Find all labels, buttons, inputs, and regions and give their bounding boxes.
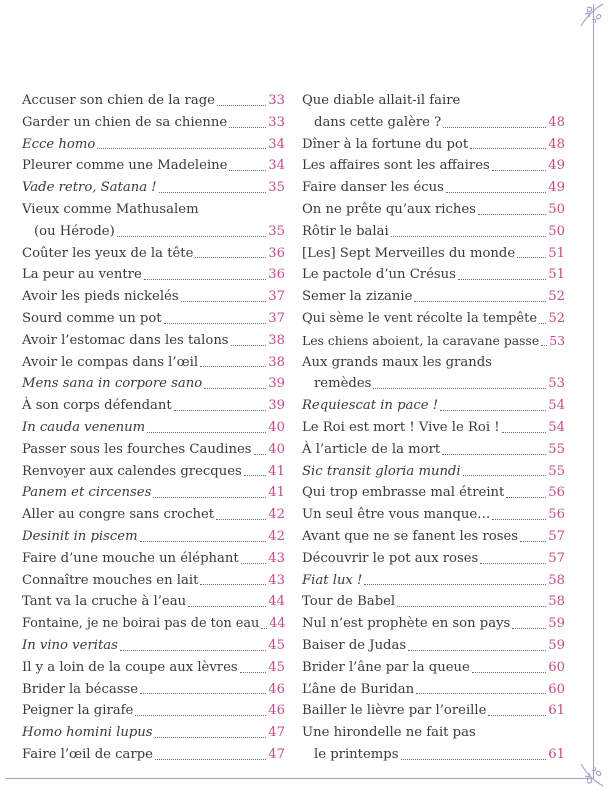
- toc-entry[interactable]: [302, 199, 565, 221]
- toc-entry-page: 46: [268, 703, 285, 719]
- dot-leader: [480, 563, 546, 564]
- dot-leader: [539, 323, 546, 324]
- toc-entry[interactable]: [22, 439, 285, 461]
- dot-leader: [144, 279, 266, 280]
- toc-entry-title: Peigner la girafe: [22, 703, 134, 719]
- dot-leader: [97, 148, 266, 149]
- dot-leader: [140, 693, 266, 694]
- toc-entry-page: 54: [548, 419, 565, 435]
- toc-entry-page: 34: [268, 136, 285, 152]
- toc-entry-page: 52: [548, 310, 565, 326]
- corner-flourish-icon: [579, 2, 605, 28]
- toc-entry[interactable]: [302, 461, 565, 483]
- toc-entry-title-continuation: (ou Hérode): [34, 223, 115, 239]
- toc-entry-title: Connaître mouches en lait: [22, 572, 199, 588]
- dot-leader: [446, 192, 546, 193]
- dot-leader: [120, 650, 266, 651]
- toc-entry-page: 49: [548, 180, 565, 196]
- dot-leader: [217, 105, 266, 106]
- toc-entry[interactable]: [302, 286, 565, 308]
- toc-entry[interactable]: [22, 657, 285, 679]
- toc-entry-page: 42: [268, 528, 285, 544]
- toc-entry-page: 50: [548, 201, 565, 217]
- toc-entry-title: À son corps défendant: [22, 398, 172, 414]
- toc-entry-title: On ne prête qu’aux riches: [302, 201, 476, 217]
- dot-leader: [240, 672, 267, 673]
- dot-leader: [147, 432, 266, 433]
- toc-left-column: [22, 90, 285, 766]
- toc-entry[interactable]: [22, 570, 285, 592]
- toc-entry[interactable]: [22, 679, 285, 701]
- toc-entry[interactable]: [22, 722, 285, 744]
- dot-leader: [229, 127, 266, 128]
- dot-leader: [373, 388, 546, 389]
- toc-entry-page: 60: [548, 681, 565, 697]
- toc-entry[interactable]: [22, 243, 285, 265]
- toc-entry-page: 35: [268, 180, 285, 196]
- toc-entry-title: Homo homini lupus: [22, 725, 153, 741]
- toc-entry-title: Garder un chien de sa chienne: [22, 114, 228, 130]
- toc-entry[interactable]: [302, 439, 565, 461]
- toc-entry-title: Avoir l’estomac dans les talons: [22, 332, 229, 348]
- toc-entry[interactable]: [302, 613, 565, 635]
- toc-entry[interactable]: [302, 134, 565, 156]
- toc-entry[interactable]: [22, 155, 285, 177]
- toc-entry-page: 44: [269, 616, 286, 632]
- dot-leader: [241, 563, 267, 564]
- toc-entry[interactable]: [302, 264, 565, 286]
- toc-entry-title: Renvoyer aux calendes grecques: [22, 463, 242, 479]
- toc-entry-page: 48: [548, 136, 565, 152]
- dot-leader: [472, 672, 546, 673]
- dot-leader: [164, 323, 267, 324]
- dot-leader: [502, 432, 547, 433]
- toc-entry-page: 37: [268, 310, 285, 326]
- toc-entry-page: 36: [268, 245, 285, 261]
- dot-leader: [443, 127, 546, 128]
- toc-entry[interactable]: [302, 504, 565, 526]
- toc-entry[interactable]: [302, 548, 565, 570]
- toc-entry-title: Vieux comme Mathusalem: [22, 201, 199, 217]
- toc-entry-page: 41: [268, 463, 285, 479]
- toc-entry-page: 43: [268, 550, 285, 566]
- toc-entry-page: 51: [548, 267, 565, 283]
- toc-entry-title: Brider la bécasse: [22, 681, 139, 697]
- toc-entry-page: 58: [548, 572, 565, 588]
- toc-entry-title: Un seul être vous manque…: [302, 507, 491, 523]
- toc-entry-title: Panem et circenses: [22, 485, 152, 501]
- toc-entry-page: 54: [548, 398, 565, 414]
- toc-entry[interactable]: [22, 613, 285, 635]
- dot-leader: [512, 628, 546, 629]
- toc-entry[interactable]: [22, 373, 285, 395]
- toc-entry-page: 40: [268, 419, 285, 435]
- dot-leader: [229, 170, 266, 171]
- toc-entry[interactable]: [302, 395, 565, 417]
- dot-leader: [492, 170, 546, 171]
- toc-entry-page: 58: [548, 594, 565, 610]
- toc-entry-title: Brider l’âne par la queue: [302, 659, 470, 675]
- dot-leader: [414, 301, 546, 302]
- dot-leader: [216, 519, 266, 520]
- toc-entry-title: Il y a loin de la coupe aux lèvres: [22, 659, 238, 675]
- dot-leader: [488, 715, 546, 716]
- toc-entry[interactable]: [302, 570, 565, 592]
- dot-leader: [155, 737, 267, 738]
- toc-entry-page: 51: [548, 245, 565, 261]
- toc-entry-page: 61: [548, 703, 565, 719]
- toc-entry[interactable]: [302, 526, 565, 548]
- dot-leader: [478, 214, 546, 215]
- dot-leader: [195, 257, 266, 258]
- toc-entry-page: 38: [268, 332, 285, 348]
- toc-entry-title: Qui sème le vent récolte la tempête: [302, 310, 538, 326]
- dot-leader: [492, 519, 546, 520]
- toc-entry[interactable]: [302, 722, 565, 766]
- toc-entry[interactable]: [22, 286, 285, 308]
- toc-entry[interactable]: [22, 112, 285, 134]
- toc-entry-title-continuation: dans cette galère ?: [314, 114, 442, 130]
- toc-right-column: [302, 90, 565, 766]
- toc-entry-title: [Les] Sept Merveilles du monde: [302, 245, 516, 261]
- toc-entry-page: 56: [548, 507, 565, 523]
- toc-entry-title-continuation: remèdes: [314, 376, 372, 392]
- toc-entry-page: 59: [548, 616, 565, 632]
- toc-entry-title: Faire danser les écus: [302, 180, 444, 196]
- toc-entry-title: Qui trop embrasse mal étreint: [302, 485, 505, 501]
- dot-leader: [541, 345, 547, 346]
- toc-entry[interactable]: [22, 308, 285, 330]
- toc-entry-title: Fontaine, je ne boirai pas de ton eau: [22, 616, 260, 632]
- toc-entry-page: 60: [548, 659, 565, 675]
- dot-leader: [391, 236, 547, 237]
- toc-entry-page: 55: [548, 441, 565, 457]
- toc-entry[interactable]: [22, 504, 285, 526]
- toc-entry-title: Coûter les yeux de la tête: [22, 245, 194, 261]
- toc-entry[interactable]: [22, 700, 285, 722]
- toc-entry[interactable]: [302, 700, 565, 722]
- toc-entry-title: Accuser son chien de la rage: [22, 93, 215, 108]
- toc-entry-page: 33: [268, 93, 285, 108]
- dot-leader: [200, 584, 266, 585]
- toc-entry-title: Ecce homo: [22, 136, 96, 152]
- toc-entry-title: In vino veritas: [22, 637, 118, 653]
- toc-entry-title: Avoir les pieds nickelés: [22, 289, 179, 305]
- toc-entry[interactable]: [22, 264, 285, 286]
- dot-leader: [200, 366, 266, 367]
- toc-entry-page: 45: [268, 659, 285, 675]
- toc-entry-title: Les chiens aboient, la caravane passe: [302, 332, 540, 348]
- toc-entry[interactable]: [302, 243, 565, 265]
- toc-entry-page: 38: [268, 354, 285, 370]
- dot-leader: [463, 475, 547, 476]
- toc-entry-page: 52: [548, 289, 565, 305]
- toc-entry-page: 41: [268, 485, 285, 501]
- toc-entry-title: Baiser de Judas: [302, 637, 407, 653]
- toc-entry-title: Tant va la cruche à l’eau: [22, 594, 187, 610]
- toc-entry-page: 53: [549, 332, 565, 348]
- dot-leader: [231, 345, 267, 346]
- toc-entry-title: L’âne de Buridan: [302, 681, 415, 697]
- toc-entry-page: 43: [268, 572, 285, 588]
- toc-entry[interactable]: [302, 657, 565, 679]
- toc-entry-title-continuation: le printemps: [314, 746, 399, 762]
- toc-entry-page: 36: [268, 267, 285, 283]
- toc-entry-title: Dîner à la fortune du pot: [302, 136, 469, 152]
- dot-leader: [140, 541, 267, 542]
- toc-entry-title: Découvrir le pot aux roses: [302, 550, 479, 566]
- corner-flourish-icon: [579, 762, 605, 788]
- toc-entry-title: Fiat lux !: [302, 572, 363, 588]
- toc-entry[interactable]: [302, 482, 565, 504]
- toc-entry-page: 42: [268, 507, 285, 523]
- toc-entry-page: 57: [548, 550, 565, 566]
- toc-entry-page: 34: [268, 158, 285, 174]
- toc-entry[interactable]: [302, 308, 565, 330]
- toc-entry-title: Mens sana in corpore sano: [22, 376, 203, 392]
- dot-leader: [153, 497, 266, 498]
- dot-leader: [416, 693, 546, 694]
- toc-entry-title: Que diable allait-il faire: [302, 93, 461, 108]
- toc-entry-page: 46: [268, 681, 285, 697]
- toc-entry[interactable]: [22, 461, 285, 483]
- toc-entry-title: Avant que ne se fanent les roses: [302, 528, 519, 544]
- toc-entry-title: Faire d’une mouche un éléphant: [22, 550, 239, 566]
- toc-entry-title: Sourd comme un pot: [22, 310, 162, 326]
- toc-entry-page: 37: [268, 289, 285, 305]
- dot-leader: [440, 410, 546, 411]
- dot-leader: [244, 475, 266, 476]
- toc-entry-page: 39: [268, 398, 285, 414]
- toc-entry-page: 45: [268, 637, 285, 653]
- toc-entry-title: Une hirondelle ne fait pas: [302, 725, 476, 741]
- toc-entry-page: 48: [548, 114, 565, 130]
- dot-leader: [204, 388, 266, 389]
- toc-entry[interactable]: [22, 177, 285, 199]
- toc-entry-title: Nul n’est prophète en son pays: [302, 616, 511, 632]
- toc-entry-title: Sic transit gloria mundi: [302, 463, 461, 479]
- toc-entry-page: 55: [548, 463, 565, 479]
- toc-entry[interactable]: [302, 679, 565, 701]
- dot-leader: [520, 541, 546, 542]
- toc-entry[interactable]: [302, 155, 565, 177]
- toc-entry-page: 44: [268, 594, 285, 610]
- toc-entry-page: 39: [268, 376, 285, 392]
- toc-entry-title: Passer sous les fourches Caudines: [22, 441, 252, 457]
- toc-entry[interactable]: [22, 482, 285, 504]
- toc-entry-page: 59: [548, 637, 565, 653]
- toc-entry-page: 56: [548, 485, 565, 501]
- toc-entry[interactable]: [22, 90, 285, 112]
- toc-entry-title: Rôtir le balai: [302, 223, 389, 239]
- toc-entry[interactable]: [22, 417, 285, 439]
- dot-leader: [155, 759, 266, 760]
- toc-entry[interactable]: [22, 548, 285, 570]
- toc-entry-title: Faire l’œil de carpe: [22, 746, 153, 762]
- toc-entry-title: Desinit in piscem: [22, 528, 138, 544]
- toc-entry-page: 49: [548, 158, 565, 174]
- dot-leader: [181, 301, 267, 302]
- toc-entry-page: 47: [268, 725, 285, 741]
- dot-leader: [442, 454, 546, 455]
- toc-entry-title: Semer la zizanie: [302, 289, 413, 305]
- toc-entry-title: La peur au ventre: [22, 267, 142, 283]
- toc-entry-page: 50: [548, 223, 565, 239]
- toc-entry[interactable]: [302, 352, 565, 396]
- dot-leader: [254, 454, 267, 455]
- toc-entry-title: Pleurer comme une Madeleine: [22, 158, 228, 174]
- dot-leader: [517, 257, 546, 258]
- dot-leader: [174, 410, 267, 411]
- toc-entry[interactable]: [302, 330, 565, 352]
- dot-leader: [117, 236, 267, 237]
- toc-entry[interactable]: [22, 134, 285, 156]
- toc-entry-title: Aller au congre sans crochet: [22, 507, 215, 523]
- toc-entry-title: Le pactole d’un Crésus: [302, 267, 456, 283]
- dot-leader: [135, 715, 266, 716]
- dot-leader: [397, 606, 546, 607]
- toc-entry-page: 40: [268, 441, 285, 457]
- toc-entry[interactable]: [22, 330, 285, 352]
- toc-entry[interactable]: [302, 90, 565, 134]
- dot-leader: [506, 497, 546, 498]
- dot-leader: [364, 584, 546, 585]
- toc-entry-title: Requiescat in pace !: [302, 398, 439, 414]
- toc-entry[interactable]: [22, 744, 285, 766]
- toc-entry-title: À l’article de la mort: [302, 441, 441, 457]
- toc-entry[interactable]: [302, 221, 565, 243]
- toc-entry-page: 47: [268, 746, 285, 762]
- toc-entry-title: Aux grands maux les grands: [302, 354, 492, 370]
- dot-leader: [458, 279, 546, 280]
- toc-entry[interactable]: [22, 635, 285, 657]
- toc-entry[interactable]: [22, 526, 285, 548]
- toc-entry-title: Le Roi est mort ! Vive le Roi !: [302, 419, 500, 435]
- dot-leader: [261, 628, 267, 629]
- toc-entry-title: Les affaires sont les affaires: [302, 158, 490, 174]
- dot-leader: [188, 606, 266, 607]
- toc-entry-title: Bailler le lièvre par l’oreille: [302, 703, 487, 719]
- dot-leader: [470, 148, 546, 149]
- toc-entry[interactable]: [302, 177, 565, 199]
- toc-entry[interactable]: [302, 417, 565, 439]
- toc-entry-page: 57: [548, 528, 565, 544]
- toc-entry[interactable]: [22, 199, 285, 243]
- toc-entry[interactable]: [302, 635, 565, 657]
- dot-leader: [159, 192, 267, 193]
- toc-entry[interactable]: [22, 395, 285, 417]
- toc-entry-title: Vade retro, Satana !: [22, 180, 157, 196]
- toc-entry[interactable]: [22, 352, 285, 374]
- dot-leader: [408, 650, 546, 651]
- toc-entry-title: Tour de Babel: [302, 594, 396, 610]
- toc-entry[interactable]: [302, 591, 565, 613]
- toc-entry-page: 35: [268, 223, 285, 239]
- toc-entry-page: 33: [268, 114, 285, 130]
- toc-entry-page: 61: [548, 746, 565, 762]
- toc-entry-title: In cauda venenum: [22, 419, 146, 435]
- toc-entry[interactable]: [22, 591, 285, 613]
- toc-entry-page: 53: [548, 376, 565, 392]
- toc-entry-title: Avoir le compas dans l’œil: [22, 354, 199, 370]
- dot-leader: [401, 759, 547, 760]
